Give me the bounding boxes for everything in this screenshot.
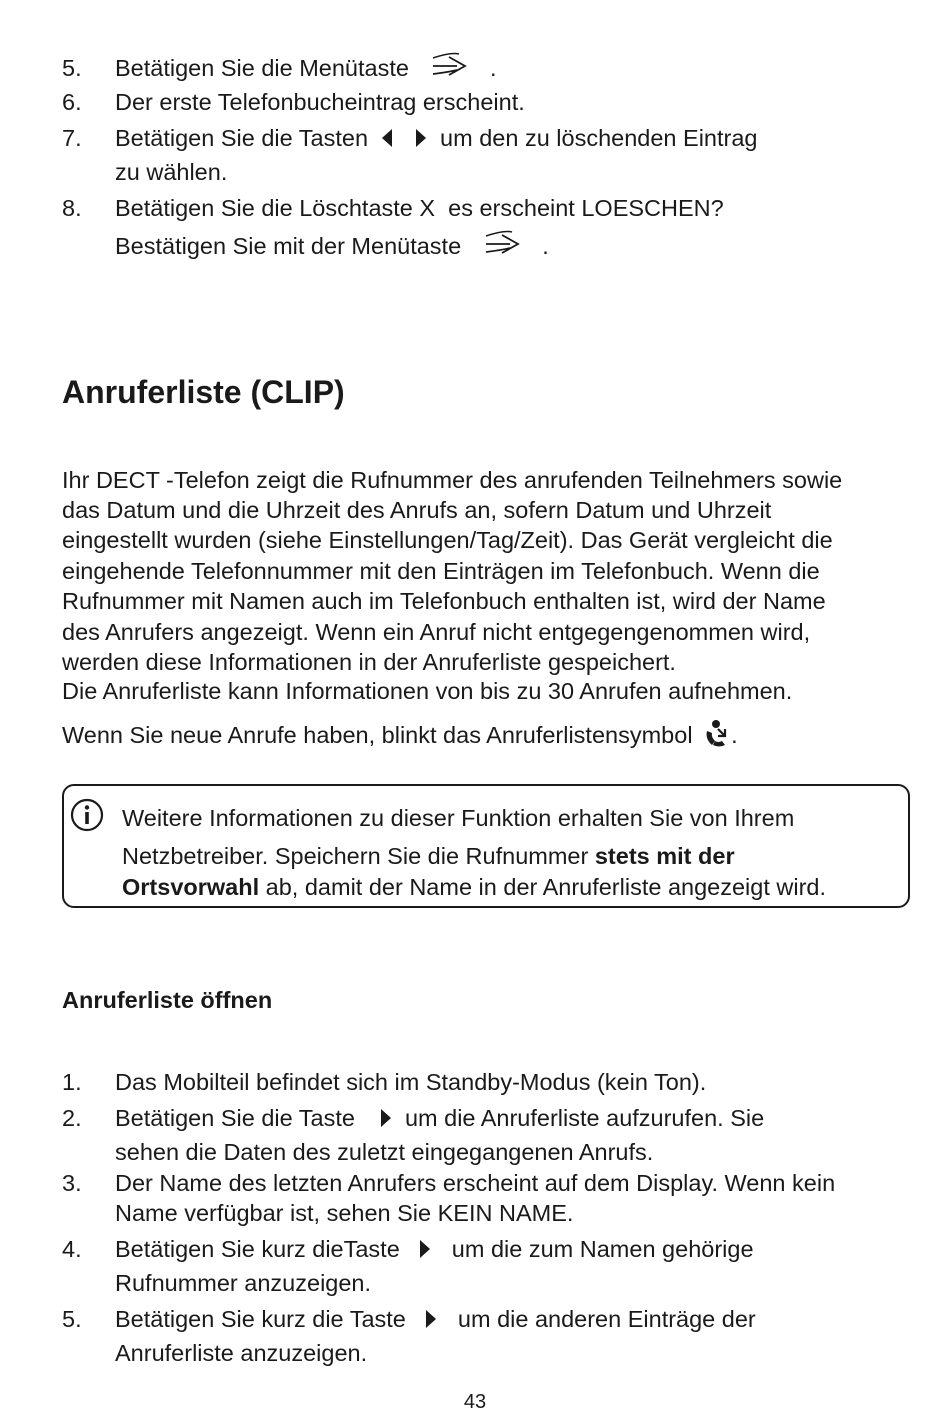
- step-text: Betätigen Sie die Taste: [115, 1105, 355, 1131]
- step-number: 3.: [62, 1170, 82, 1196]
- step-number: 7.: [62, 125, 82, 151]
- step-text-end: .: [490, 55, 497, 81]
- paragraph-line: das Datum und die Uhrzeit des Anrufs an, sofern Datum und Uhrzeit: [62, 497, 772, 523]
- new-calls-line: [62, 720, 738, 750]
- step-number: 1.: [62, 1069, 82, 1095]
- info-line-2: [122, 841, 735, 871]
- step-text: Betätigen Sie kurz dieTaste: [115, 1236, 400, 1262]
- step-text: Das Mobilteil befindet sich im Standby-Modus (kein Ton).: [115, 1069, 707, 1095]
- step-number: 2.: [62, 1105, 82, 1131]
- step-number: 5.: [62, 55, 82, 81]
- step-number: 8.: [62, 195, 82, 221]
- step-text-line2: zu wählen.: [115, 159, 228, 185]
- step-text-end: .: [542, 233, 549, 259]
- step-text-line2: sehen die Daten des zuletzt eingegangenen Anrufs.: [115, 1139, 654, 1165]
- step-text-end: um die anderen Einträge der: [457, 1306, 756, 1332]
- info-bold-text: stets mit der: [594, 843, 735, 869]
- step-text-end: um die zum Namen gehörige: [451, 1236, 754, 1262]
- step-text-line2: Anruferliste anzuzeigen.: [115, 1340, 368, 1366]
- paragraph-line: des Anrufers angezeigt. Wenn ein Anruf nicht entgegengenommen wird,: [62, 619, 811, 645]
- triangle-right-icon: [416, 129, 426, 147]
- paragraph-line: werden diese Informationen in der Anruferliste gespeichert.: [62, 649, 676, 675]
- call-list-icon: [703, 719, 729, 749]
- step-number: 4.: [62, 1236, 82, 1262]
- paragraph-line: eingestellt wurden (siehe Einstellungen/Tag/Zeit). Das Gerät vergleicht die: [62, 527, 833, 553]
- step-text: Betätigen Sie kurz die Taste: [115, 1306, 406, 1332]
- step-text: Betätigen Sie die Löschtaste X es erscheint LOESCHEN?: [115, 195, 724, 221]
- info-line-1: Weitere Informationen zu dieser Funktion erhalten Sie von Ihrem: [122, 805, 795, 831]
- new-calls-end: .: [731, 722, 738, 748]
- step-number: 6.: [62, 89, 82, 115]
- paragraph-line: Ihr DECT -Telefon zeigt die Rufnummer des anrufenden Teilnehmers sowie: [62, 467, 843, 493]
- info-icon: [70, 798, 104, 832]
- section-heading: Anruferliste (CLIP): [62, 374, 345, 410]
- step-text: Betätigen Sie die Menütaste: [115, 55, 409, 81]
- step-number: 5.: [62, 1306, 82, 1332]
- menu-arrow-icon: [429, 50, 475, 82]
- info-bold-text: Ortsvorwahl: [122, 874, 260, 900]
- triangle-right-icon: [381, 1109, 391, 1127]
- subsection-heading: Anruferliste öffnen: [62, 987, 273, 1013]
- info-box: [62, 784, 910, 908]
- paragraph-line: Die Anruferliste kann Informationen von bis zu 30 Anrufen aufnehmen.: [62, 678, 793, 704]
- triangle-right-icon: [420, 1240, 430, 1258]
- info-text: Netzbetreiber. Speichern Sie die Rufnummer: [122, 843, 595, 869]
- step-text-line2: Bestätigen Sie mit der Menütaste: [115, 233, 462, 259]
- triangle-left-icon: [382, 129, 392, 147]
- info-line-3: [122, 872, 826, 902]
- paragraph-line: eingehende Telefonnummer mit den Einträgen im Telefonbuch. Wenn die: [62, 558, 820, 584]
- page-number: 43: [463, 1391, 487, 1413]
- triangle-right-icon: [426, 1310, 436, 1328]
- step-text-line2: Rufnummer anzuzeigen.: [115, 1270, 372, 1296]
- info-text: ab, damit der Name in der Anruferliste angezeigt wird.: [259, 874, 827, 900]
- step-text-end: um die Anruferliste aufzurufen. Sie: [404, 1105, 765, 1131]
- step-text: Betätigen Sie die Tasten: [115, 125, 369, 151]
- menu-arrow-icon: [482, 228, 528, 260]
- new-calls-text: Wenn Sie neue Anrufe haben, blinkt das Anruferlistensymbol: [62, 722, 693, 748]
- step-text-line2: Name verfügbar ist, sehen Sie KEIN NAME.: [115, 1200, 574, 1226]
- step-text-end: um den zu löschenden Eintrag: [440, 125, 758, 151]
- paragraph-line: Rufnummer mit Namen auch im Telefonbuch enthalten ist, wird der Name: [62, 588, 826, 614]
- step-text: Der erste Telefonbucheintrag erscheint.: [115, 89, 525, 115]
- step-text: Der Name des letzten Anrufers erscheint auf dem Display. Wenn kein: [115, 1170, 836, 1196]
